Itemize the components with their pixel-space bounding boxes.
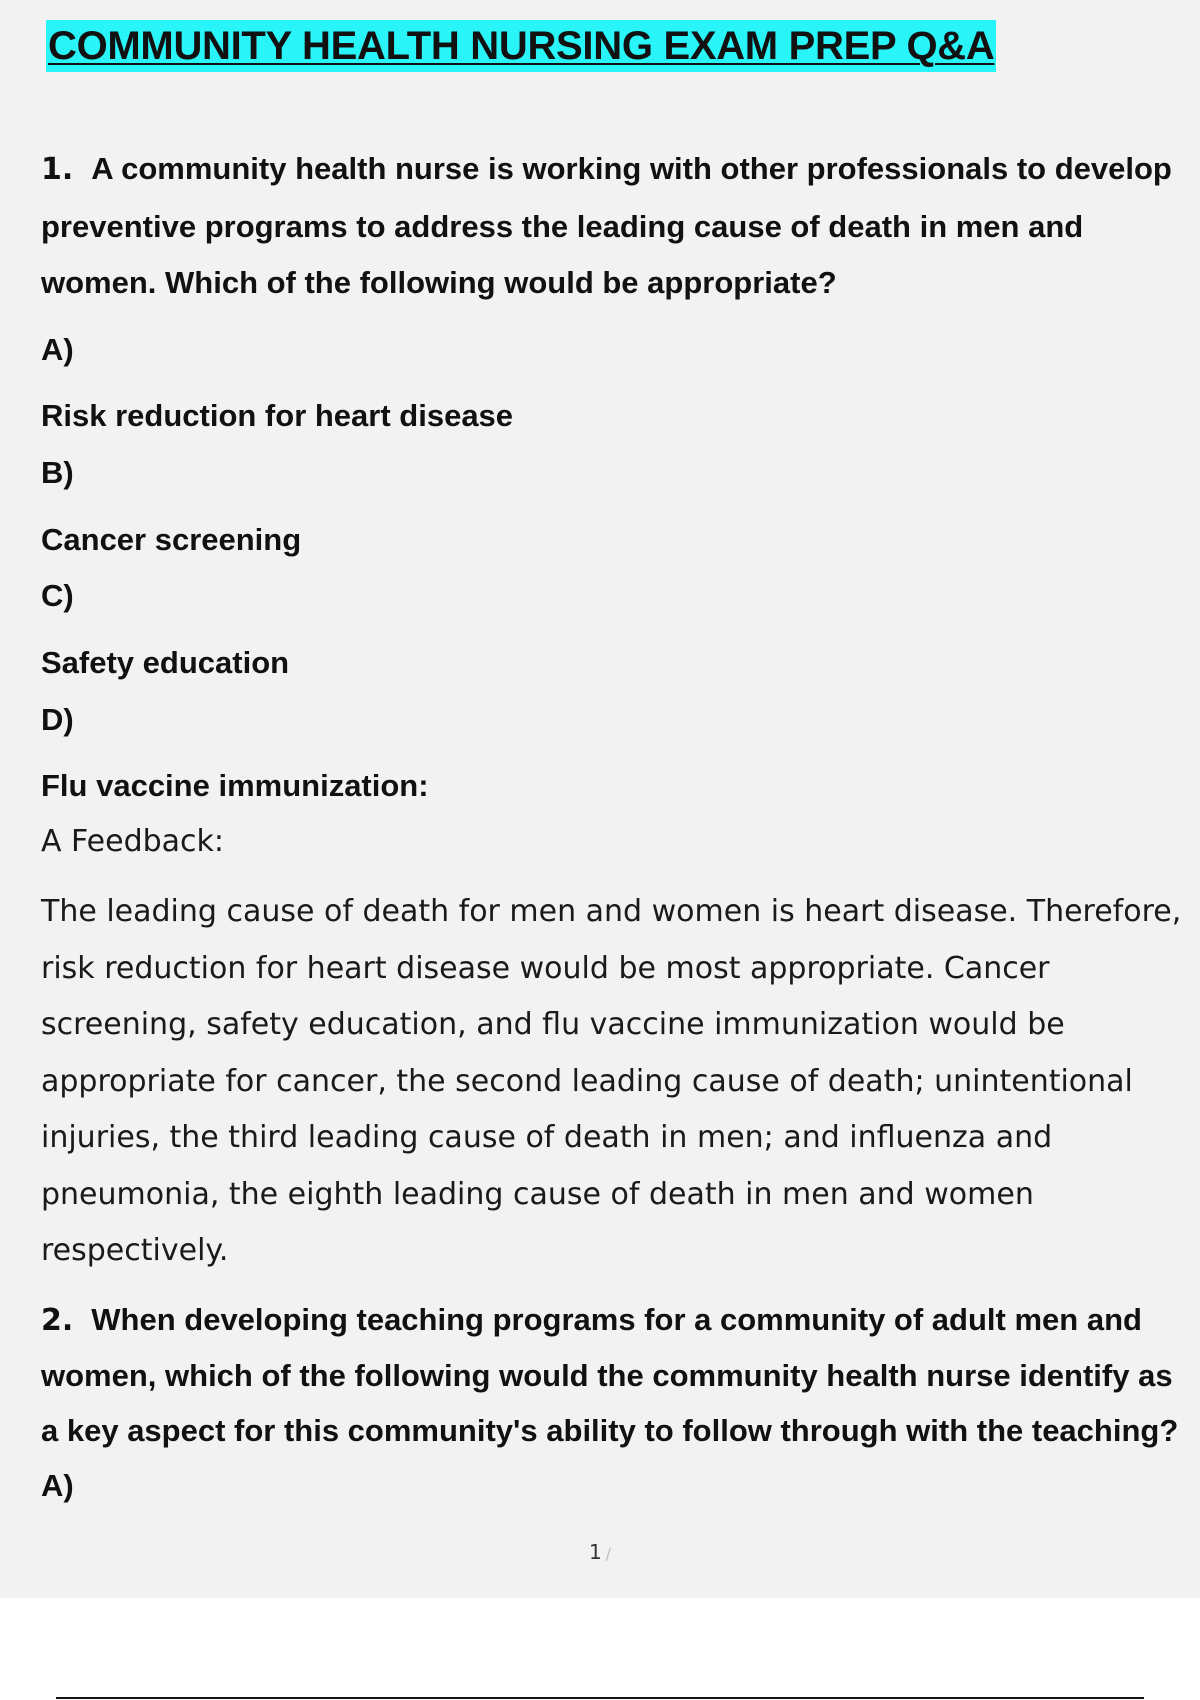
question-1-text: A community health nurse is working with other professionals to develop preventive programs to address the leading cause of death in men and women. Which of the following would be appropriate? bbox=[41, 151, 1172, 300]
option-c-text: Safety education bbox=[41, 645, 290, 680]
page-separator: / bbox=[605, 1544, 612, 1563]
option-a-text: Risk reduction for heart disease bbox=[41, 398, 514, 433]
question-2-text: When developing teaching programs for a community of adult men and women, which of the following would the community health nurse identify as a key aspect for this community's ability to follow through with the teaching? A) bbox=[41, 1302, 1179, 1503]
question-1 bbox=[41, 141, 1191, 312]
question-2 bbox=[41, 1292, 1191, 1513]
option-c-letter: C) bbox=[41, 578, 74, 613]
answer-feedback-label: A Feedback: bbox=[41, 824, 225, 859]
feedback-paragraph: The leading cause of death for men and women is heart disease. Therefore, risk reduction for heart disease would be most appropriate. Cancer screening, safety education, and flu vaccine immunization would be appropriate for cancer, the second leading cause of death; unintentional injuries, the third leading cause of death in men; and influenza and pneumonia, the eighth leading cause of death in men and women respectively. bbox=[41, 894, 1182, 1268]
option-a-letter: A) bbox=[41, 332, 74, 367]
question-1-number: 1. bbox=[41, 152, 74, 187]
document-title: COMMUNITY HEALTH NURSING EXAM PREP Q&A bbox=[46, 20, 996, 72]
option-b-text: Cancer screening bbox=[41, 522, 302, 557]
page-number: 1 bbox=[588, 1540, 602, 1564]
page-footer bbox=[0, 1540, 1200, 1564]
option-d-letter: D) bbox=[41, 702, 74, 737]
page-divider-rule bbox=[56, 1697, 1144, 1699]
option-d-text: Flu vaccine immunization: bbox=[41, 768, 429, 803]
question-2-number: 2. bbox=[41, 1303, 74, 1338]
option-b-letter: B) bbox=[41, 455, 74, 490]
